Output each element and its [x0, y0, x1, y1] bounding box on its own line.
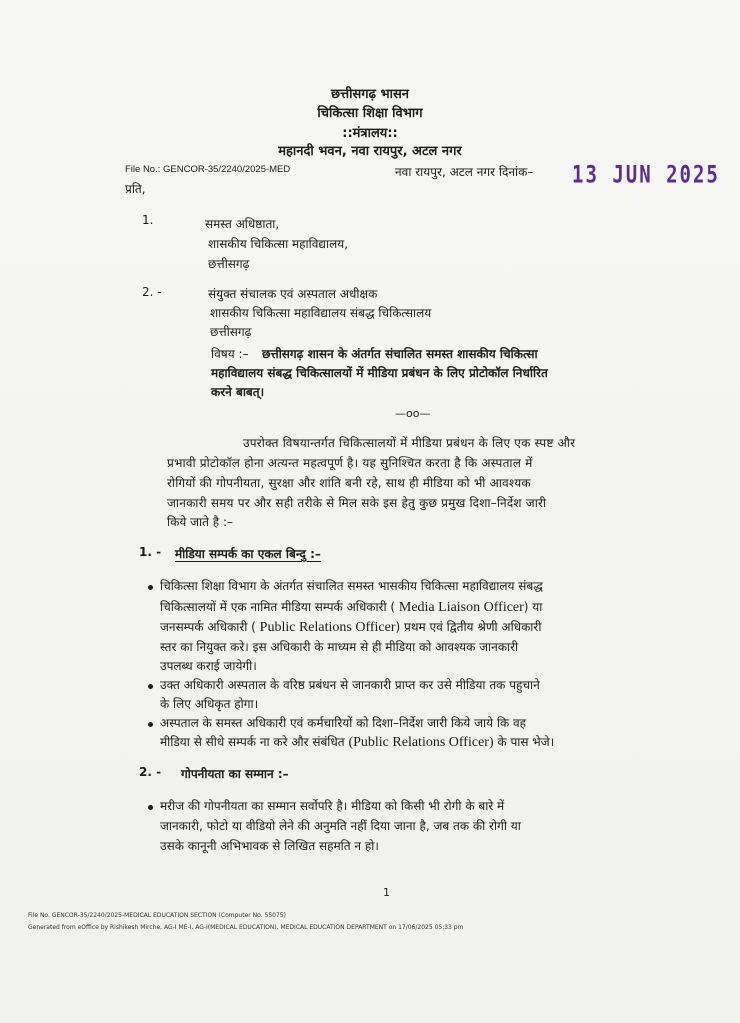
recipient-1-number: 1.	[142, 213, 154, 227]
prati-label: प्रति,	[125, 182, 146, 196]
bullet-line: के लिए अधिकृत होगा।	[160, 697, 259, 711]
bullet-line: जनसम्पर्क अधिकारी ( Public Relations Officer) प्रथम एवं द्वितीय श्रेणी अधिकारी	[160, 620, 542, 635]
bullet-line: चिकित्सा शिक्षा विभाग के अंतर्गत संचालित समस्त भासकीय चिकित्सा महाविद्यालय संबद्ध	[160, 579, 543, 593]
bullet-line: उसके कानूनी अभिभावक से लिखित सहमति न हो।	[160, 839, 379, 853]
header-address: महानदी भवन, नवा रायपुर, अटल नगर	[278, 144, 462, 159]
section-2-title: गोपनीयता का सम्मान :–	[181, 767, 289, 781]
recipient-2-line: छत्तीसगढ़	[210, 325, 252, 339]
date-stamp: 13 JUN 2025	[572, 161, 720, 189]
bullet-line: मीडिया से सीधे सम्पर्क ना करे और संबंधित (Public Relations Officer) के पास भेजे।	[160, 735, 555, 750]
bullet-line: उपलब्ध कराई जायेगी।	[160, 659, 257, 673]
intro-line: रोगियों की गोपनीयता, सुरक्षा और शांति बनी रहे, साथ ही मीडिया को भी आवश्यक	[167, 476, 531, 490]
bullet-line: स्तर का नियुक्त करे। इस अधिकारी के माध्यम से ही मीडिया को आवश्यक जानकारी	[160, 640, 519, 654]
recipient-1-line: शासकीय चिकित्सा महाविद्यालय,	[208, 237, 349, 251]
section-2-number: 2. -	[139, 765, 162, 779]
header-ministry: ::मंत्रालय::	[342, 126, 398, 141]
page-number: 1	[383, 886, 390, 899]
footer-file-line: File No. GENCOR-35/2240/2025-MEDICAL EDUCATION SECTION (Computer No. 55075)	[28, 912, 286, 919]
intro-line: प्रभावी प्रोटोकॉल होना अत्यन्त महत्वपूर्ण है। यह सुनिश्चित करता है कि अस्पताल में	[167, 456, 533, 470]
subject-line-3: करने बाबत्।	[211, 385, 265, 399]
section-1-title: मीडिया सम्पर्क का एकल बिन्दु :–	[175, 547, 321, 561]
intro-line: जानकारी समय पर और सही तरीके से मिल सके इस हेतु कुछ प्रमुख दिशा–निर्देश जारी	[167, 496, 547, 510]
intro-line: किये जाते है :–	[167, 515, 233, 529]
bullet-line: जानकारी, फोटो या वीडियो लेने की अनुमति नहीं दिया जाना है, जब तक की रोगी या	[160, 819, 521, 833]
subject-label: विषय :–	[211, 347, 249, 361]
header-department: चिकित्सा शिक्षा विभाग	[317, 106, 423, 121]
subject-line-1: छत्तीसगढ़ शासन के अंतर्गत संचालित समस्त शासकीय चिकित्सा	[262, 347, 538, 361]
bullet-line: मरीज की गोपनीयता का सम्मान सर्वोपरि है। मीडिया को किसी भी रोगी के बारे में	[160, 799, 505, 813]
bullet-line: चिकित्सालयों में एक नामित मीडिया सम्पर्क अधिकारी ( Media Liaison Officer) या	[160, 600, 543, 615]
section-1-number: 1. -	[139, 545, 162, 559]
recipient-1-line: छत्तीसगढ़	[208, 257, 250, 271]
separator: —oo—	[395, 407, 431, 420]
intro-line: उपरोक्त विषयान्तर्गत चिकित्सालयों में मीडिया प्रबंधन के लिए एक स्पष्ट और	[243, 436, 576, 450]
recipient-2-number: 2. -	[142, 285, 162, 299]
footer-generated-line: Generated from eOffice by Rishikesh Mirche, AG-I ME-I, AG-I(MEDICAL EDUCATION), MEDICAL EDUCATION DEPARTMENT on 17/06/2025 05:33 pm	[28, 924, 464, 931]
header-govt: छत्तीसगढ़ भासन	[331, 87, 409, 102]
bullet-line: उक्त अधिकारी अस्पताल के वरिष्ठ प्रबंधन से जानकारी प्राप्त कर उसे मीडिया तक पहुचाने	[160, 678, 540, 692]
subject-line-2: महाविद्यालय संबद्ध चिकित्सालयों में मीडिया प्रबंधन के लिए प्रोटोकॉल निर्धारित	[211, 366, 548, 380]
recipient-2-line: शासकीय चिकित्सा महाविद्यालय संबद्ध चिकित्सालय	[210, 306, 432, 320]
bullet-line: अस्पताल के समस्त अधिकारी एवं कर्मचारियों को दिशा–निर्देश जारी किये जाये कि वह	[160, 716, 527, 730]
date-label: नवा रायपुर, अटल नगर दिनांक–	[395, 165, 534, 179]
recipient-2-line: संयुक्त संचालक एवं अस्पताल अधीक्षक	[208, 287, 378, 301]
recipient-1-line: समस्त अधिष्ठाता,	[205, 217, 280, 231]
file-number: File No.: GENCOR-35/2240/2025-MED	[125, 164, 291, 175]
